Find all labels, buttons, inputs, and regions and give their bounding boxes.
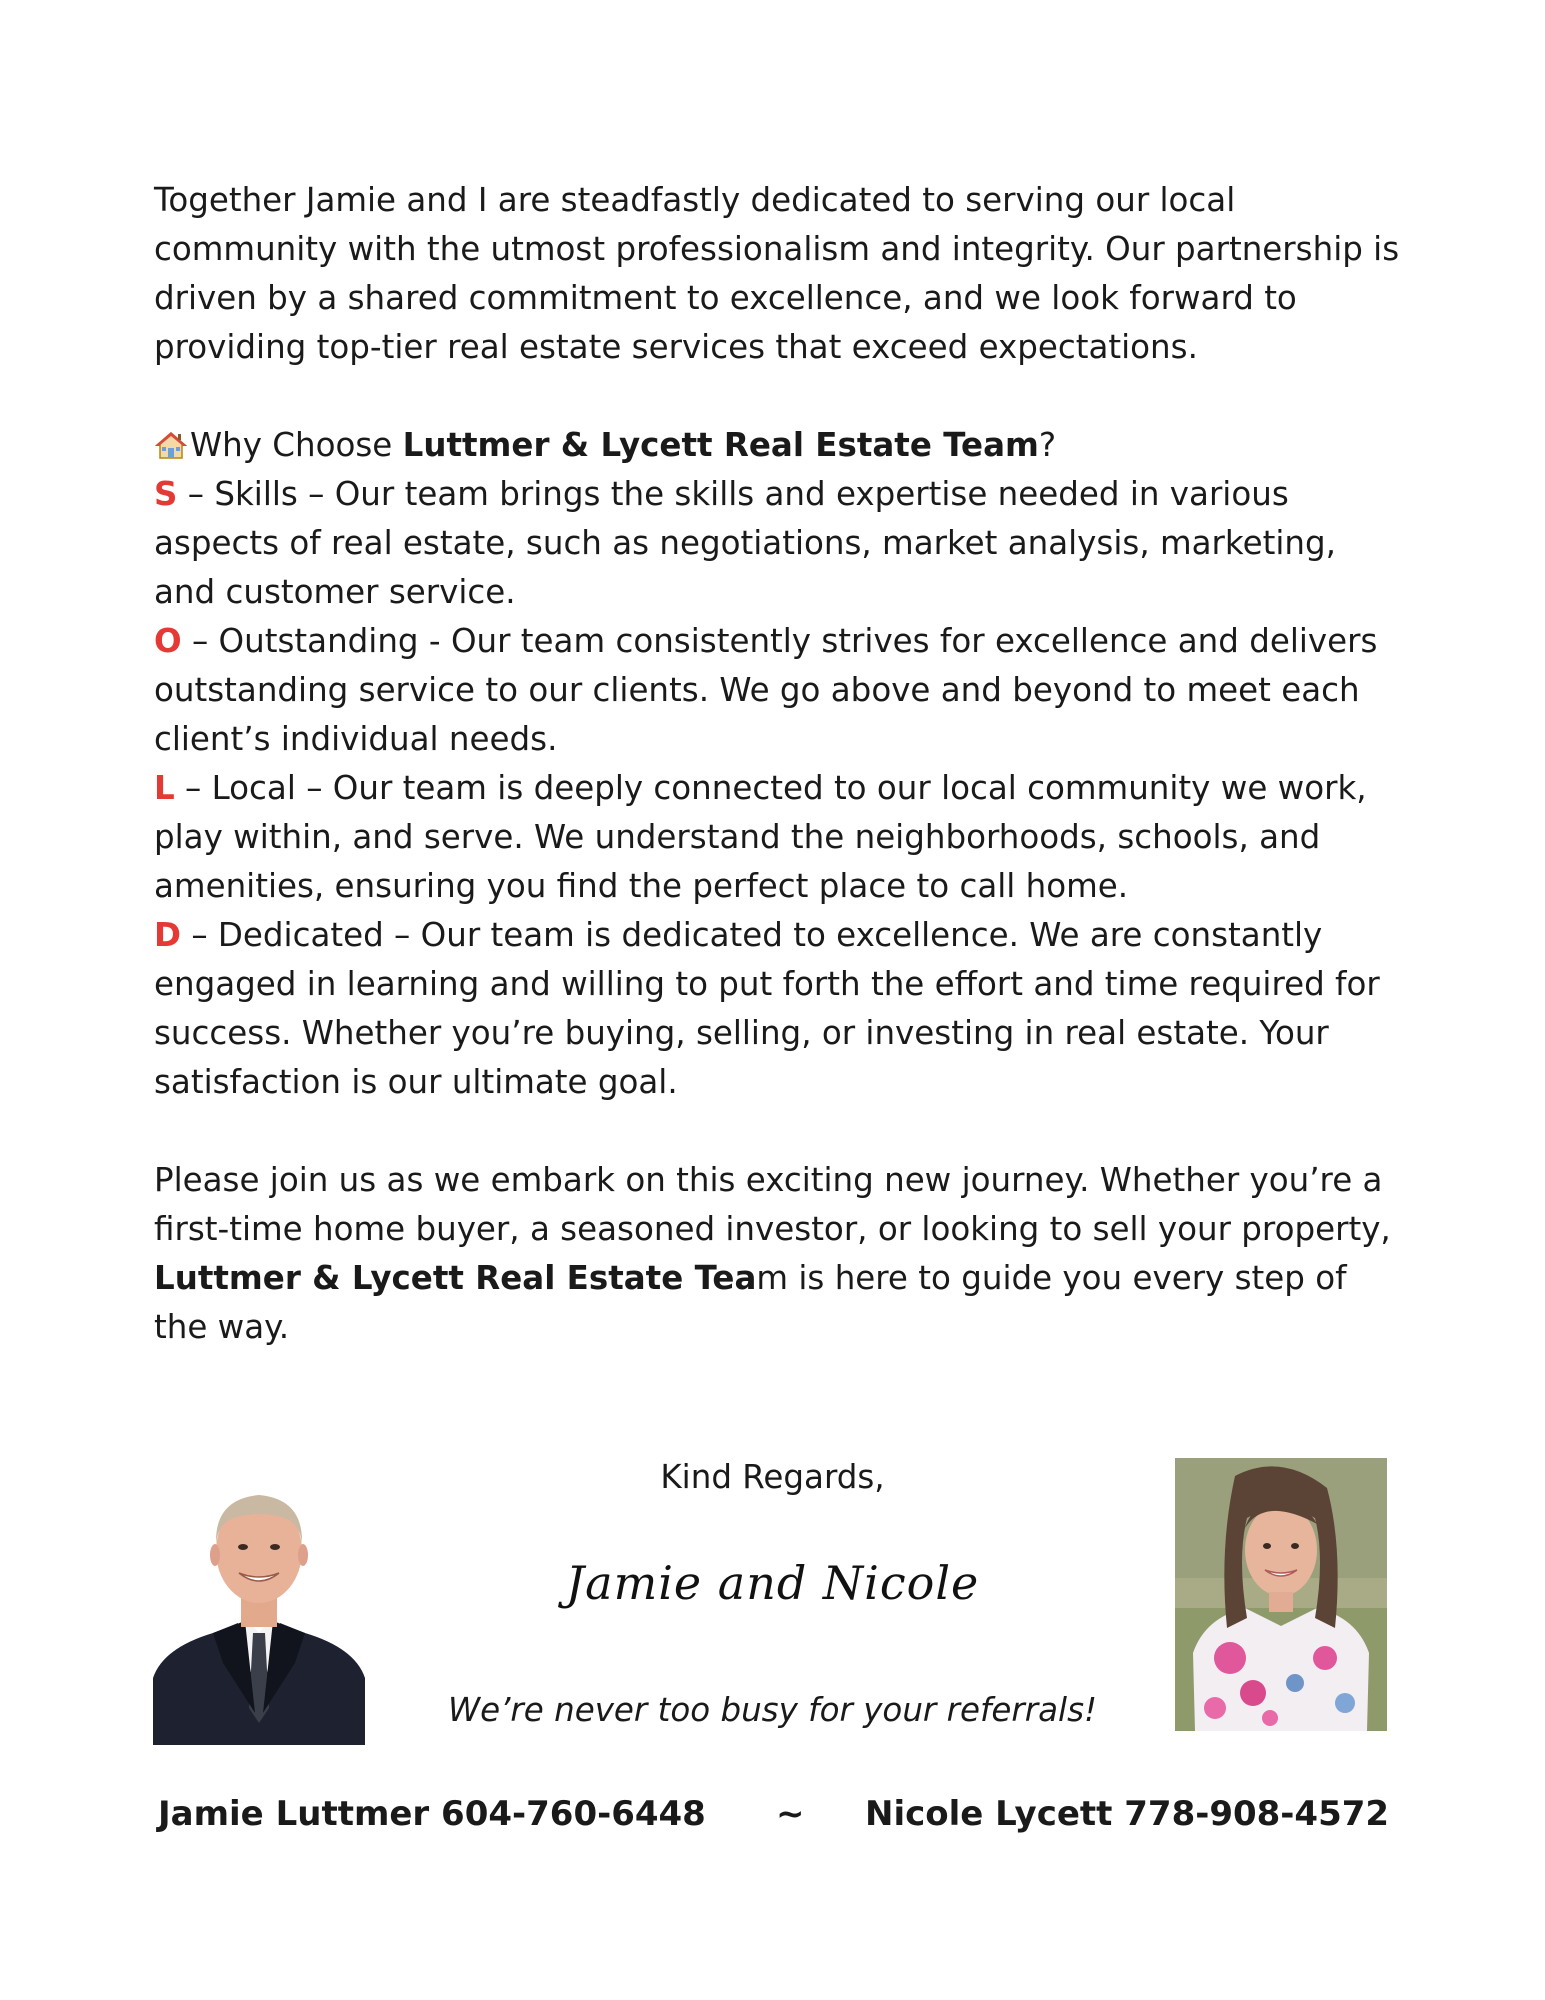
closing-text-before: Please join us as we embark on this exciting new journey. Whether you’re a first-time home buyer, a seasoned investor, or looking to sell your property, xyxy=(154,1161,1391,1248)
paragraph-gap xyxy=(154,372,1404,421)
signature: Jamie and Nicole xyxy=(565,1556,980,1610)
contact-separator: ~ xyxy=(776,1794,805,1834)
jamie-contact: Jamie Luttmer 604-760-6448 xyxy=(158,1794,706,1834)
nicole-photo xyxy=(1175,1458,1387,1731)
signoff-section xyxy=(0,1450,1545,1750)
intro-paragraph: Together Jamie and I are steadfastly dedicated to serving our local community with the utmost professionalism and integrity. Our partnership is driven by a shared commitment to excellence, and we look forward to providing top-tier real estate services that exceed expectations. xyxy=(154,181,1400,366)
solid-text-skills: – Skills – Our team brings the skills and expertise needed in various aspects of real estate, such as negotiations, market analysis, marketing, and customer service. xyxy=(154,475,1336,611)
why-choose-team-name: Luttmer & Lycett Real Estate Team xyxy=(402,426,1039,464)
solid-letter-s: S xyxy=(154,475,178,513)
why-choose-heading xyxy=(154,421,1404,470)
closing-text-after: m is here to guide you every step of the way. xyxy=(154,1259,1347,1346)
nicole-contact: Nicole Lycett 778-908-4572 xyxy=(865,1794,1390,1834)
kind-regards: Kind Regards, xyxy=(660,1458,885,1496)
solid-text-dedicated: – Dedicated – Our team is dedicated to excellence. We are constantly engaged in learning and willing to put forth the effort and time required for success. Whether you’re buying, selling, or investing in real estate. Your satisfaction is our ultimate goal. xyxy=(154,916,1380,1101)
solid-letter-l: L xyxy=(154,769,175,807)
house-icon xyxy=(154,430,188,460)
solid-item-dedicated xyxy=(154,911,1404,1107)
paragraph-gap xyxy=(154,1107,1404,1156)
solid-item-local xyxy=(154,764,1404,911)
nicole-portrait xyxy=(1175,1458,1387,1731)
closing-team-name: Luttmer & Lycett Real Estate Tea xyxy=(154,1259,757,1297)
solid-item-outstanding xyxy=(154,617,1404,764)
referrals-tagline: We’re never too busy for your referrals! xyxy=(447,1691,1098,1729)
solid-letter-d: D xyxy=(154,916,181,954)
letter-body xyxy=(154,176,1404,1352)
why-choose-prefix: Why Choose xyxy=(190,426,403,464)
why-choose-suffix: ? xyxy=(1038,426,1057,464)
solid-letter-o: O xyxy=(154,622,182,660)
solid-text-outstanding: – Outstanding - Our team consistently strives for excellence and delivers outstanding service to our clients. We go above and beyond to meet each client’s individual needs. xyxy=(154,622,1378,758)
closing-paragraph xyxy=(154,1156,1404,1352)
solid-text-local: – Local – Our team is deeply connected to our local community we work, play within, and serve. We understand the neighborhoods, schools, and amenities, ensuring you find the perfect place to call home. xyxy=(154,769,1367,905)
solid-item-skills xyxy=(154,470,1404,617)
